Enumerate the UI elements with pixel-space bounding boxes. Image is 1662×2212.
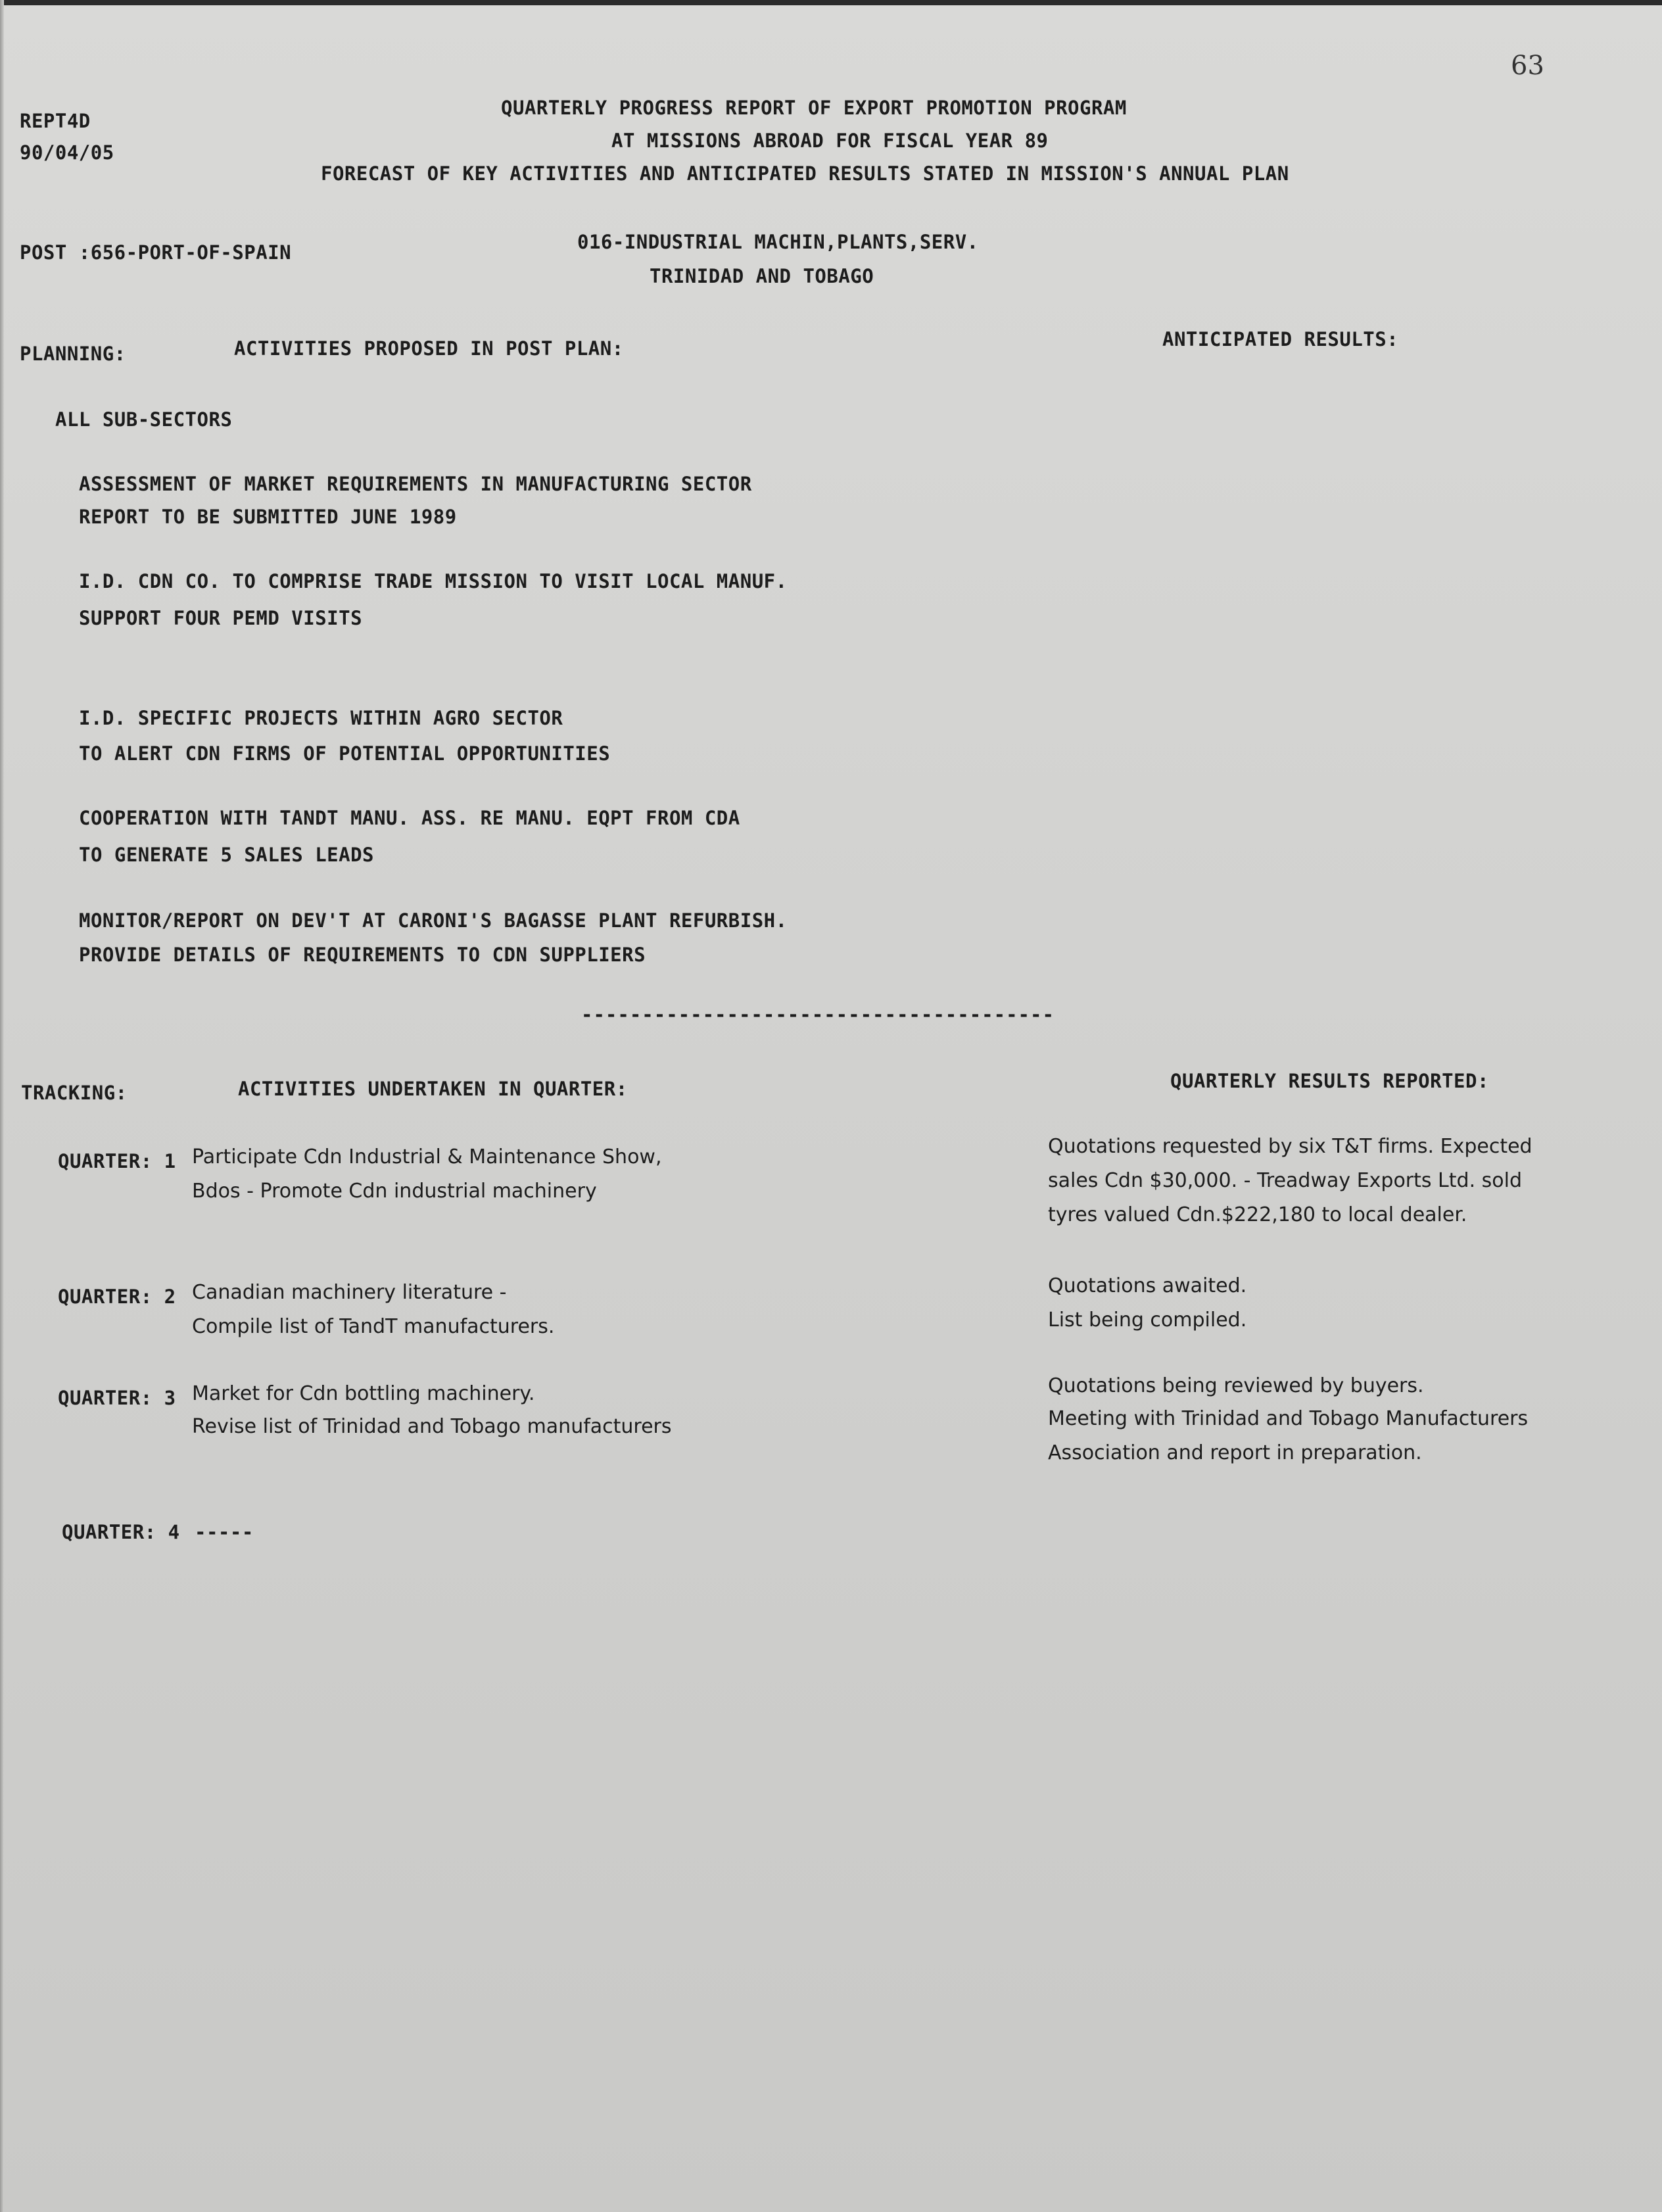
post-label: POST :656-PORT-OF-SPAIN <box>20 241 292 264</box>
planning-item-line2: TO ALERT CDN FIRMS OF POTENTIAL OPPORTUNITIES <box>79 742 611 765</box>
planning-item-line1: ASSESSMENT OF MARKET REQUIREMENTS IN MANUFACTURING SECTOR <box>79 473 752 495</box>
quarter-activity-line1: Canadian machinery literature - <box>192 1281 507 1304</box>
scan-top-edge <box>0 0 1662 5</box>
quarter-label: QUARTER: 1 <box>58 1150 176 1172</box>
report-date: 90/04/05 <box>20 141 114 164</box>
quarter-result-line1: Quotations being reviewed by buyers. <box>1048 1374 1424 1397</box>
quarter-activity-line1: Participate Cdn Industrial & Maintenance Show, <box>192 1145 662 1168</box>
subsector-label: ALL SUB-SECTORS <box>55 408 233 431</box>
report-title-line3: FORECAST OF KEY ACTIVITIES AND ANTICIPATED RESULTS STATED IN MISSION'S ANNUAL PLAN <box>321 162 1289 185</box>
quarter-result-line3: tyres valued Cdn.$222,180 to local dealer. <box>1048 1203 1467 1226</box>
planning-item-line2: REPORT TO BE SUBMITTED JUNE 1989 <box>79 506 457 528</box>
quarter-activity-line2: Compile list of TandT manufacturers. <box>192 1315 555 1338</box>
tracking-activities-heading: ACTIVITIES UNDERTAKEN IN QUARTER: <box>238 1078 628 1100</box>
planning-item-line1: COOPERATION WITH TANDT MANU. ASS. RE MANU. EQPT FROM CDA <box>79 807 740 829</box>
quarter-label: QUARTER: 4 <box>62 1521 180 1543</box>
section-divider: --------------------------------------- <box>581 1003 1055 1026</box>
sector-label: 016-INDUSTRIAL MACHIN,PLANTS,SERV. <box>577 231 979 253</box>
anticipated-results-heading: ANTICIPATED RESULTS: <box>1162 328 1399 350</box>
report-title-line1: QUARTERLY PROGRESS REPORT OF EXPORT PROMOTION PROGRAM <box>501 97 1127 119</box>
quarter-result-line2: sales Cdn $30,000. - Treadway Exports Ltd. sold <box>1048 1169 1523 1192</box>
quarter-result-line1: Quotations requested by six T&T firms. Expected <box>1048 1135 1532 1158</box>
planning-item-line2: SUPPORT FOUR PEMD VISITS <box>79 607 363 629</box>
planning-label: PLANNING: <box>20 343 126 365</box>
planning-activities-heading: ACTIVITIES PROPOSED IN POST PLAN: <box>234 337 624 360</box>
planning-item-line1: I.D. CDN CO. TO COMPRISE TRADE MISSION TO VISIT LOCAL MANUF. <box>79 570 788 592</box>
scan-left-edge <box>0 0 4 2212</box>
page-number: 63 <box>1511 51 1544 81</box>
quarterly-results-heading: QUARTERLY RESULTS REPORTED: <box>1170 1070 1489 1092</box>
planning-item-line2: TO GENERATE 5 SALES LEADS <box>79 844 374 866</box>
report-title-line2: AT MISSIONS ABROAD FOR FISCAL YEAR 89 <box>611 130 1049 152</box>
planning-item-line1: I.D. SPECIFIC PROJECTS WITHIN AGRO SECTOR <box>79 707 563 729</box>
quarter-activity-line2: Bdos - Promote Cdn industrial machinery <box>192 1180 597 1203</box>
quarter-result-line1: Quotations awaited. <box>1048 1274 1247 1297</box>
quarter-result-line2: Meeting with Trinidad and Tobago Manufacturers <box>1048 1407 1529 1430</box>
planning-item-line2: PROVIDE DETAILS OF REQUIREMENTS TO CDN SUPPLIERS <box>79 944 646 966</box>
quarter-label: QUARTER: 2 <box>58 1286 176 1308</box>
quarter-label: QUARTER: 3 <box>58 1387 176 1409</box>
quarter-result-line2: List being compiled. <box>1048 1309 1247 1332</box>
quarter-activity-line1: Market for Cdn bottling machinery. <box>192 1382 535 1405</box>
country-label: TRINIDAD AND TOBAGO <box>650 265 874 287</box>
report-id: REPT4D <box>20 110 91 132</box>
quarter-activity-line2: Revise list of Trinidad and Tobago manufacturers <box>192 1415 672 1438</box>
quarter-result-line3: Association and report in preparation. <box>1048 1441 1422 1464</box>
planning-item-line1: MONITOR/REPORT ON DEV'T AT CARONI'S BAGASSE PLANT REFURBISH. <box>79 909 788 932</box>
tracking-label: TRACKING: <box>21 1082 128 1104</box>
quarter-activity-line1: ----- <box>195 1521 254 1543</box>
